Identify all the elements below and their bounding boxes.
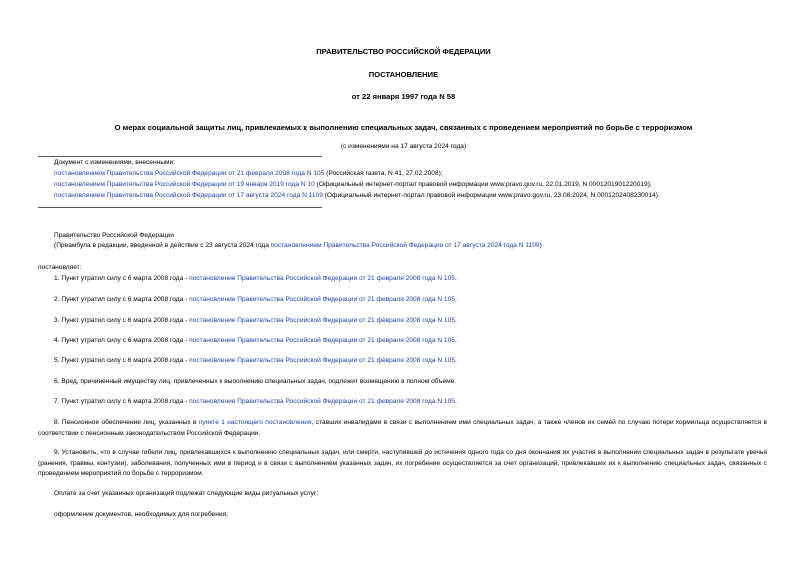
repealed-end: . <box>454 398 457 405</box>
preamble-note-end: ) <box>539 242 542 249</box>
point-number: 2. <box>54 296 60 303</box>
preamble-note-text: (Преамбула в редакции, введенной в действие с 23 августа 2024 года <box>54 242 271 249</box>
point-number: 4. <box>54 337 60 344</box>
repealed-link[interactable]: постановление Правительства Российской Федерации от 21 февраля 2008 года N 105 <box>189 357 455 364</box>
repealed-link[interactable]: постановление Правительства Российской Федерации от 21 февраля 2008 года N 105 <box>189 275 455 282</box>
repealed-end: . <box>454 337 457 344</box>
point-number: 5. <box>54 357 60 364</box>
repealed-end: . <box>454 296 457 303</box>
repealed-text: Пункт утратил силу с 6 марта 2008 года - <box>59 357 190 364</box>
change-source: (Российская газета, N 41, 27.02.2008); <box>324 170 443 177</box>
point-5 <box>54 357 457 364</box>
point-2 <box>54 296 457 303</box>
repealed-end: . <box>454 357 457 364</box>
change-source: (Официальный интернет-портал правовой информации www.pravo.gov.ru, 22.01.2019, N 0001201901220019); <box>314 181 652 188</box>
repealed-text: Пункт утратил силу с 6 марта 2008 года - <box>59 296 190 303</box>
change-link[interactable]: постановлением Правительства Российской Федерации от 21 февраля 2008 года N 105 <box>54 170 325 177</box>
change-item <box>54 181 652 188</box>
document-type: ПОСТАНОВЛЕНИЕ <box>368 70 439 79</box>
repealed-end: . <box>454 275 457 282</box>
document-date-number: от 22 января 1997 года N 58 <box>351 92 456 101</box>
repealed-link[interactable]: постановление Правительства Российской Федерации от 21 февраля 2008 года N 105 <box>189 398 455 405</box>
repealed-text: Пункт утратил силу с 6 марта 2008 года - <box>59 398 190 405</box>
document-title: О мерах социальной защиты лиц, привлекаемых к выполнению специальных задач, связанных с проведением мероприятий по борьбе с терроризмом <box>114 123 693 132</box>
point-number: 1. <box>54 275 60 282</box>
point-9-subtext: Оплате за счет указанных организаций подлежат следующие виды ритуальных услуг: <box>54 490 319 497</box>
repealed-end: . <box>454 317 457 324</box>
point-8-link[interactable]: пункте 1 настоящего постановления <box>198 419 312 426</box>
preamble-note <box>54 242 542 249</box>
preamble-line: Правительство Российской Федерации <box>54 232 174 239</box>
divider-top <box>38 156 322 157</box>
decides-word: постановляет: <box>38 264 82 271</box>
repealed-link[interactable]: постановление Правительства Российской Федерации от 21 февраля 2008 года N 105 <box>189 317 455 324</box>
repealed-text: Пункт утратил силу с 6 марта 2008 года - <box>59 275 190 282</box>
point-8-text: 8. Пенсионное обеспечение лиц, указанных в <box>54 419 199 426</box>
point-9-list-item: оформление документов, необходимых для погребения; <box>54 511 228 518</box>
divider-bottom <box>38 207 322 208</box>
edition-note: (с изменениями на 17 августа 2024 года) <box>340 143 467 150</box>
change-link[interactable]: постановлением Правительства Российской Федерации от 19 января 2019 года N 10 <box>54 181 315 188</box>
point-9: 9. Установить, что в случае гибели лиц, привлекавшихся к выполнению специальных задач, или смерти, наступившей до истечения одного года со дня окончания их участия в выполнении специальных задач в результате увечья (ранения, травмы, контузии), заболевания, полученных ими в период и в связи с выполнением указанных задач, их погребение осуществляется за счет организаций, привлекавших их к выполнению специальных задач, связанных с проведением мероприятий по борьбе с терроризмом. <box>38 449 767 477</box>
change-link[interactable]: постановлением Правительства Российской Федерации от 17 августа 2024 года N 1109 <box>54 192 323 199</box>
point-8-text-end: , ставших инвалидами в связи с выполнением ими специальных задач, а также членов их семей по случаю потери кормильца осуществляется в соответствии с пенсионным законодательством Российской Федерации. <box>38 419 768 437</box>
change-item <box>54 192 660 199</box>
point-1 <box>54 275 457 282</box>
repealed-link[interactable]: постановление Правительства Российской Федерации от 21 февраля 2008 года N 105 <box>189 337 455 344</box>
change-item <box>54 170 443 177</box>
point-7 <box>54 398 457 405</box>
repealed-text: Пункт утратил силу с 6 марта 2008 года - <box>59 337 190 344</box>
repealed-link[interactable]: постановление Правительства Российской Федерации от 21 февраля 2008 года N 105 <box>189 296 455 303</box>
repealed-text: Пункт утратил силу с 6 марта 2008 года - <box>59 317 190 324</box>
point-4 <box>54 337 457 344</box>
government-heading: ПРАВИТЕЛЬСТВО РОССИЙСКОЙ ФЕДЕРАЦИИ <box>316 47 491 56</box>
point-number: 7. <box>54 398 60 405</box>
changes-intro: Документ с изменениями, внесенными: <box>54 159 176 166</box>
preamble-link[interactable]: постановлением Правительства Российской Федерации от 17 августа 2024 года N 1109 <box>270 242 540 249</box>
change-source: (Официальный интернет-портал правовой информации www.pravo.gov.ru, 23.08.2024, N 0001202408230014). <box>322 192 660 199</box>
point-8 <box>38 418 767 439</box>
point-6: 6. Вред, причиненный имуществу лиц, привлеченных к выполнению специальных задач, подлежит возмещению в полном объеме. <box>54 378 457 385</box>
point-3 <box>54 317 457 324</box>
point-number: 3. <box>54 317 60 324</box>
